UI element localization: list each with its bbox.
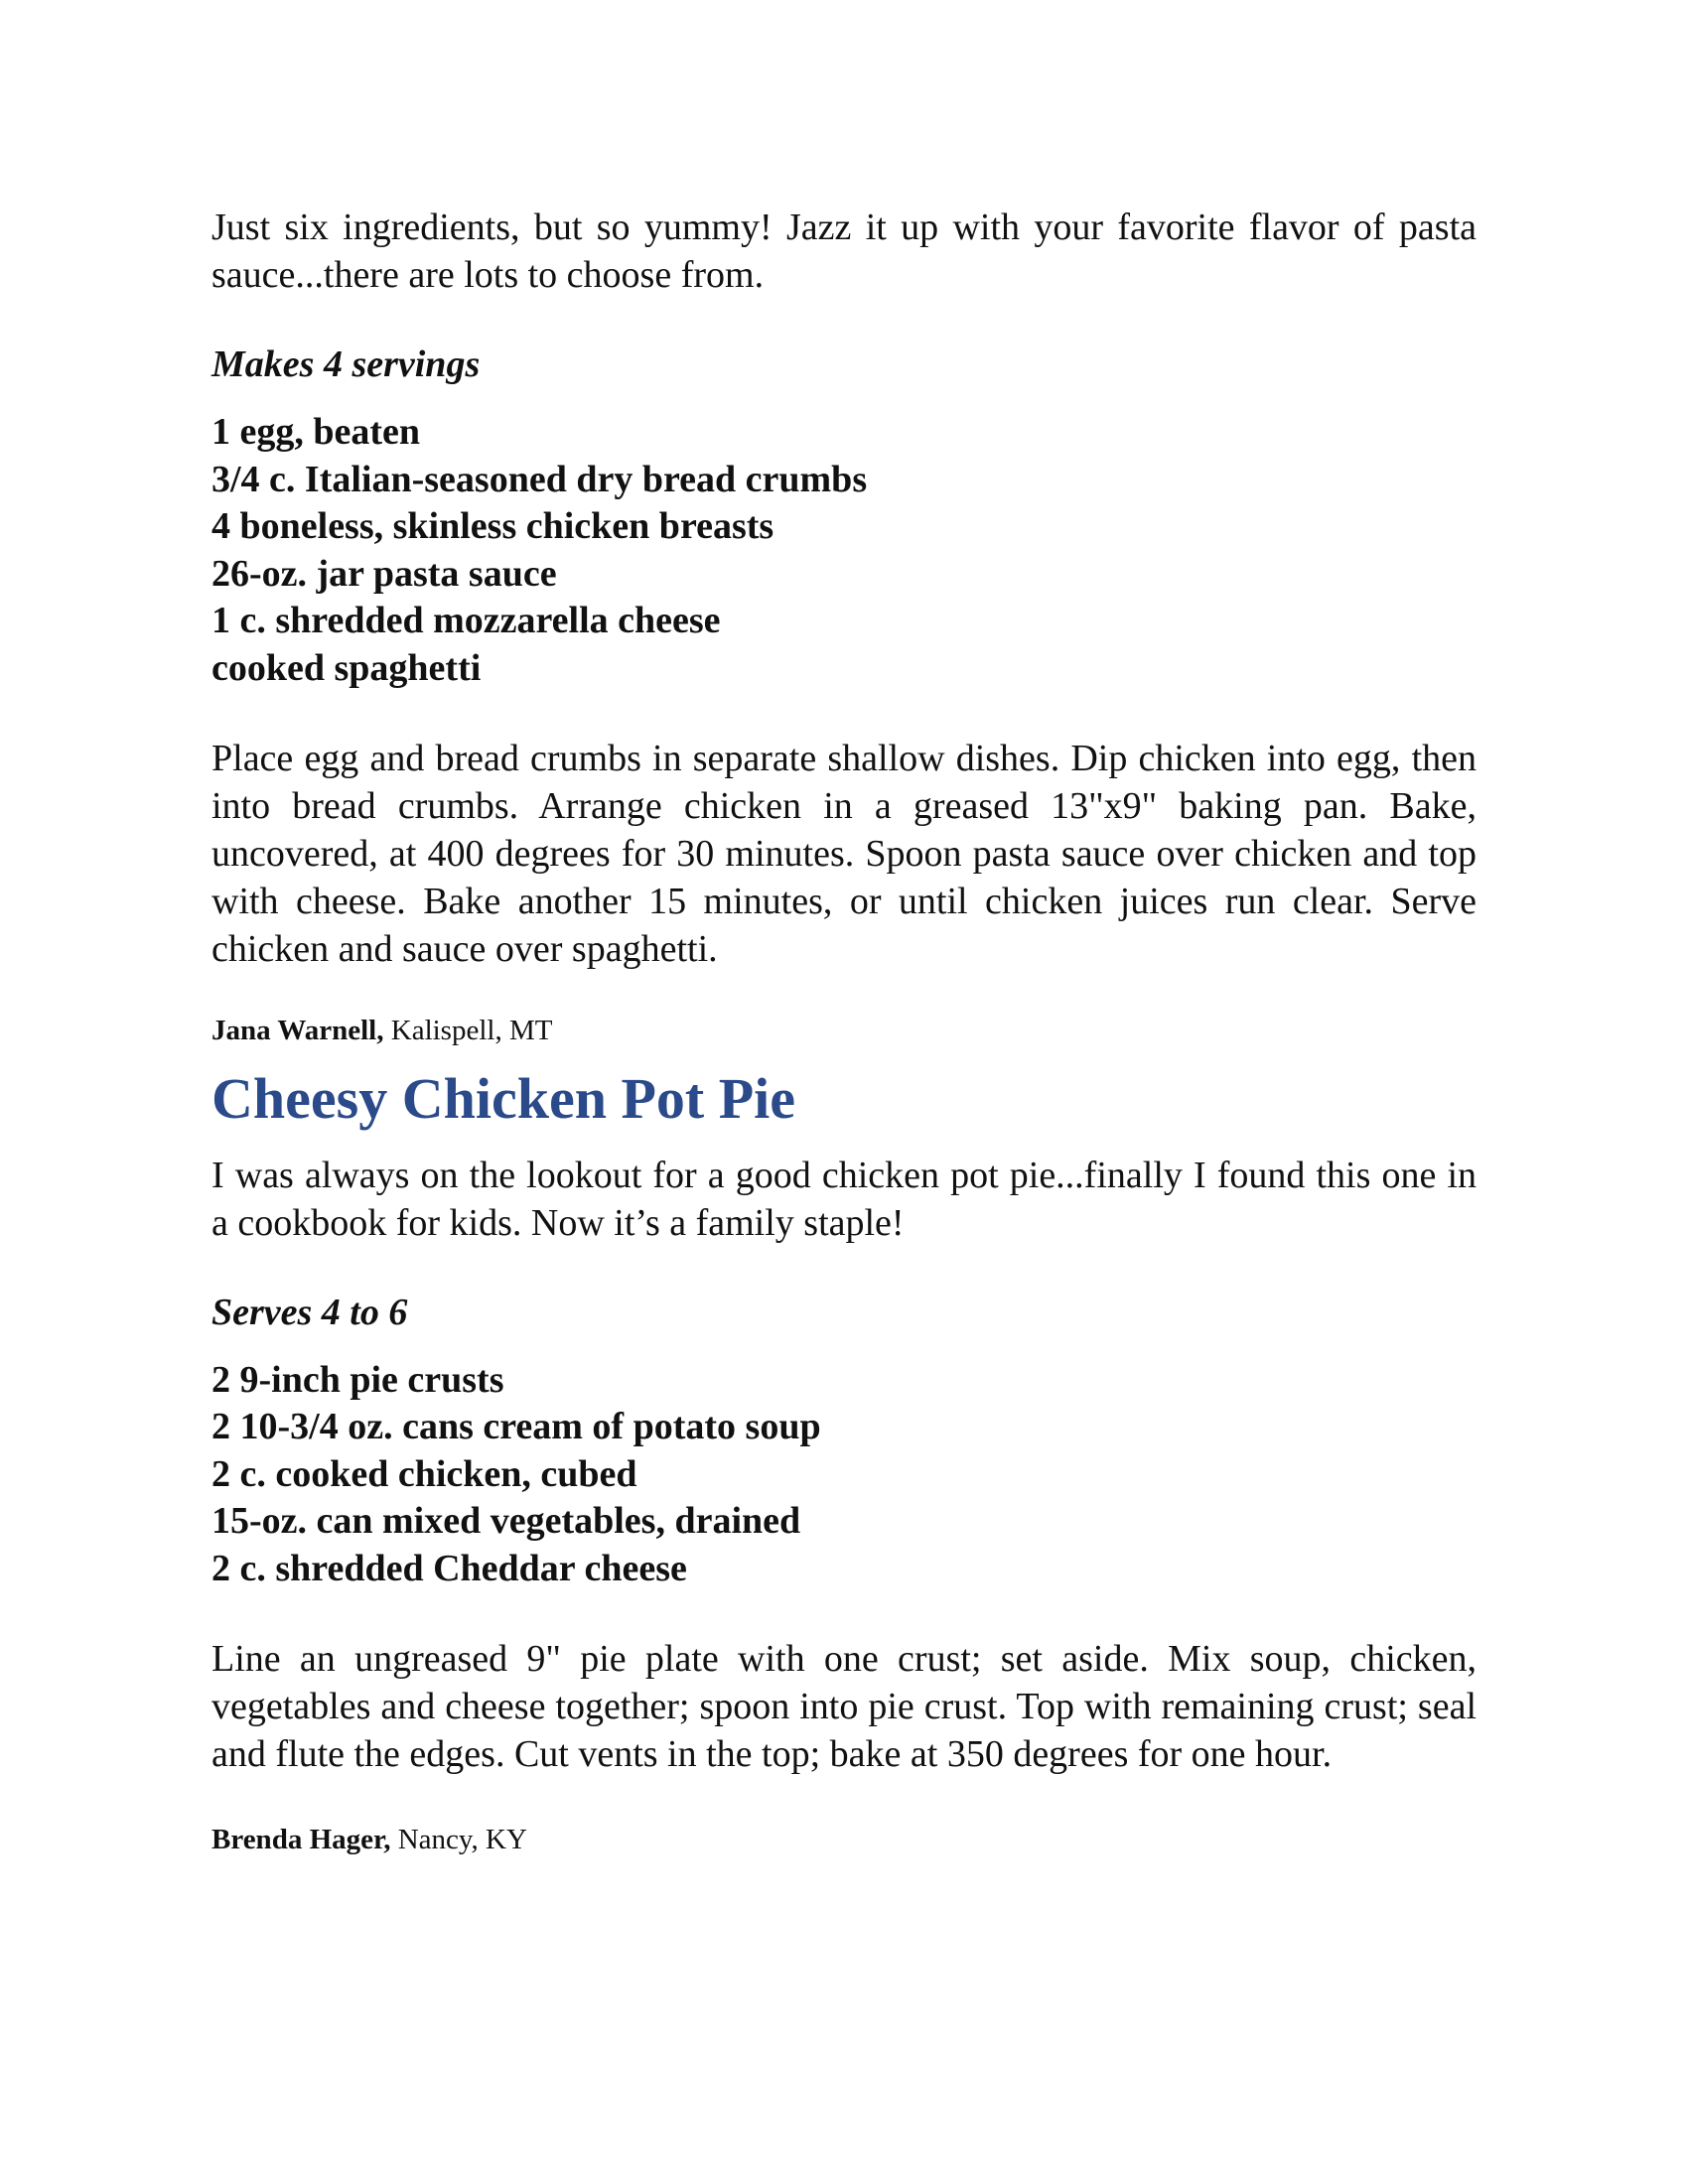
ingredient-list <box>211 1357 1477 1593</box>
recipe-directions: Line an ungreased 9" pie plate with one crust; set aside. Mix soup, chicken, vegetables and cheese together; spoon into pie crust. Top with remaining crust; seal and flute the edges. Cut vents in the top; bake at 350 degrees for one hour. <box>211 1637 1477 1775</box>
ingredient-item: 4 boneless, skinless chicken breasts <box>211 505 774 548</box>
credit-author: Brenda Hager, <box>211 1823 391 1855</box>
ingredient-item: 3/4 c. Italian-seasoned dry bread crumbs <box>211 458 868 500</box>
ingredient-list <box>211 409 1477 693</box>
recipe-credit <box>211 1013 1477 1048</box>
credit-location: Nancy, KY <box>390 1823 527 1855</box>
ingredient-item: 2 10-3/4 oz. cans cream of potato soup <box>211 1406 821 1448</box>
recipe-yield: Serves 4 to 6 <box>211 1291 408 1333</box>
ingredient-item: 26-oz. jar pasta sauce <box>211 552 557 595</box>
credit-location: Kalispell, MT <box>383 1014 553 1046</box>
recipe-yield: Makes 4 servings <box>211 343 481 385</box>
recipe-page <box>211 204 1477 1857</box>
credit-author: Jana Warnell, <box>211 1014 384 1046</box>
ingredient-item: cooked spaghetti <box>211 646 482 689</box>
recipe-credit <box>211 1822 1477 1857</box>
ingredient-item: 2 9-inch pie crusts <box>211 1358 504 1401</box>
ingredient-item: 15-oz. can mixed vegetables, drained <box>211 1500 801 1543</box>
recipe-title: Cheesy Chicken Pot Pie <box>211 1065 795 1131</box>
ingredient-item: 2 c. shredded Cheddar cheese <box>211 1547 687 1589</box>
ingredient-item: 2 c. cooked chicken, cubed <box>211 1452 637 1495</box>
recipe-intro: Just six ingredients, but so yummy! Jazz it up with your favorite flavor of pasta sauce...there are lots to choose from. <box>211 206 1477 296</box>
recipe-intro: I was always on the lookout for a good chicken pot pie...finally I found this one in a cookbook for kids. Now it’s a family staple! <box>211 1154 1477 1244</box>
recipe-directions: Place egg and bread crumbs in separate shallow dishes. Dip chicken into egg, then into bread crumbs. Arrange chicken in a greased 13"x9" baking pan. Bake, uncovered, at 400 degrees for 30 minutes. Spoon pasta sauce over chicken and top with cheese. Bake another 15 minutes, or until chicken juices run clear. Serve chicken and sauce over spaghetti. <box>211 737 1477 970</box>
ingredient-item: 1 egg, beaten <box>211 411 421 453</box>
ingredient-item: 1 c. shredded mozzarella cheese <box>211 600 721 642</box>
